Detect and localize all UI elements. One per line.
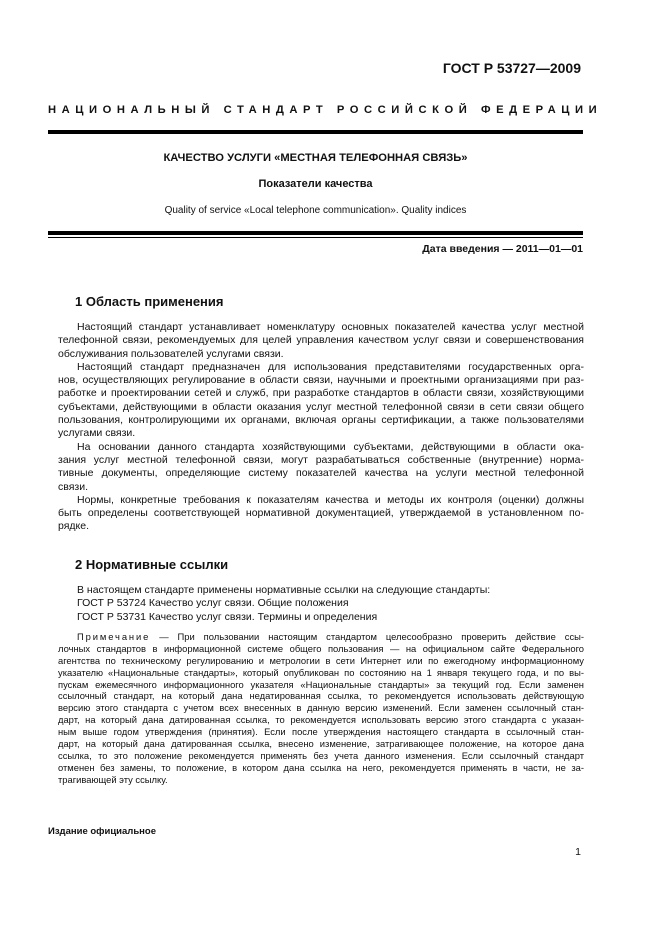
body-line: зания услуг местной телефонной связи, могут разрабатываться собственные (внутренние) норма- <box>58 453 584 466</box>
body-line: Настоящий стандарт предназначен для использования представителями государственных орга- <box>77 360 584 373</box>
body-line: связи. <box>58 480 88 493</box>
body-line: Нормы, конкретные требования к показателям качества и методы их контроля (оценки) должны <box>77 493 584 506</box>
body-line: тивные документы, определяющие систему показателей качества на услуги местной телефонной <box>58 467 584 480</box>
body-line: пользования, контролирующими их органами, включая органы сертификации, а также пользователями <box>58 414 584 427</box>
note-line: пускам ежемесячного информационного указателя «Национальные стандарты» за текущий год. Если заменен <box>58 678 584 690</box>
note-first-line <box>58 631 584 643</box>
note-line: ссылочный стандарт, на который дана недатированная ссылка, то рекомендуется использовать действующую <box>58 690 584 702</box>
note-line: ссылка, то это положение рекомендуется применять без учета данного изменения. Если ссылочный стандарт <box>58 749 584 761</box>
header-rule <box>48 130 583 134</box>
edition-label: Издание официальное <box>48 826 156 837</box>
note-line: версию этого стандарта с учетом всех внесенных в данную версию изменений. Если заменен ссылочный стан- <box>58 702 584 714</box>
body-line: Настоящий стандарт устанавливает номенклатуру основных показателей качества услуг местной <box>77 321 584 333</box>
note-line: ным выше годом утверждения (принятия). Если после утверждения настоящего стандарта в ссылочный стан- <box>58 726 584 738</box>
note-line: отменен без замены, то положение, в котором дана ссылка на него, рекомендуется применять в части, не за- <box>58 761 584 773</box>
page-number: 1 <box>575 846 581 858</box>
body-line: обслуживания пользователей услугами связи. <box>58 347 284 360</box>
note-line: агентства по техническому регулированию и метрологии в сети Интернет или по ежегодному информационному <box>58 654 584 666</box>
note-line: указателю «Национальные стандарты», который опубликован по состоянию на 1 января текущего года, и по вы- <box>58 666 584 678</box>
standard-title-english: Quality of service «Local telephone communication». Quality indices <box>164 205 467 216</box>
introduction-date: Дата введения — 2011—01—01 <box>422 243 583 255</box>
note-line: лочных стандартов в информационной системе общего пользования — на официальном сайте Федерального <box>58 642 584 654</box>
body-line: нов, осуществляющих регулирование в области связи, научными и проектными организациями при раз- <box>58 374 584 387</box>
section-2-body <box>58 584 584 624</box>
note-line: дарт, на который дана датированная ссылка, то рекомендуется использовать версию этого стандарта с указан- <box>58 714 584 726</box>
reference-line: ГОСТ Р 53731 Качество услуг связи. Термины и определения <box>77 610 378 623</box>
title-rule-thick <box>48 231 583 235</box>
note-line: дарт, на который дана датированная ссылка, внесено изменение, затрагивающее положение, на которое дана <box>58 738 584 750</box>
body-line: В настоящем стандарте применены нормативные ссылки на следующие стандарты: <box>77 584 491 596</box>
note-block <box>58 631 584 786</box>
national-standard-banner: НАЦИОНАЛЬНЫЙ СТАНДАРТ РОССИЙСКОЙ ФЕДЕРАЦИИ <box>48 104 603 116</box>
body-line: субъектами, действующими в области оказания услуг местной телефонной связи в сети связи общего <box>58 400 584 413</box>
section-2-heading: 2 Нормативные ссылки <box>75 557 229 572</box>
note-line: трагивающей эту ссылку. <box>58 773 168 785</box>
body-line: рядке. <box>58 520 90 533</box>
note-text: — При пользовании настоящим стандартом целесообразно проверить действие ссы- <box>150 631 584 642</box>
body-line: На основании данного стандарта хозяйствующими субъектами, действующими в области ока- <box>77 440 584 453</box>
standard-title: КАЧЕСТВО УСЛУГИ «МЕСТНАЯ ТЕЛЕФОННАЯ СВЯЗЬ» <box>163 152 468 164</box>
title-rule-thin <box>48 237 583 238</box>
note-label: Примечание <box>77 631 151 642</box>
reference-line: ГОСТ Р 53724 Качество услуг связи. Общие положения <box>77 597 349 610</box>
body-line: телефонной связи, рекомендуемых для целей управления качеством услуг связи и совершенствования <box>58 334 584 347</box>
document-code: ГОСТ Р 53727—2009 <box>442 60 581 76</box>
body-line: работке и проектировании сетей и служб, при разработке стандартов в области связи, хозяйствующими <box>58 387 584 400</box>
body-line: быть определены соответствующей нормативной документацией, утверждаемой в установленном по- <box>58 507 584 520</box>
section-1-heading: 1 Область применения <box>75 294 224 309</box>
body-line: услугами связи. <box>58 427 136 440</box>
standard-subtitle: Показатели качества <box>258 178 373 190</box>
section-1-body <box>58 321 584 534</box>
